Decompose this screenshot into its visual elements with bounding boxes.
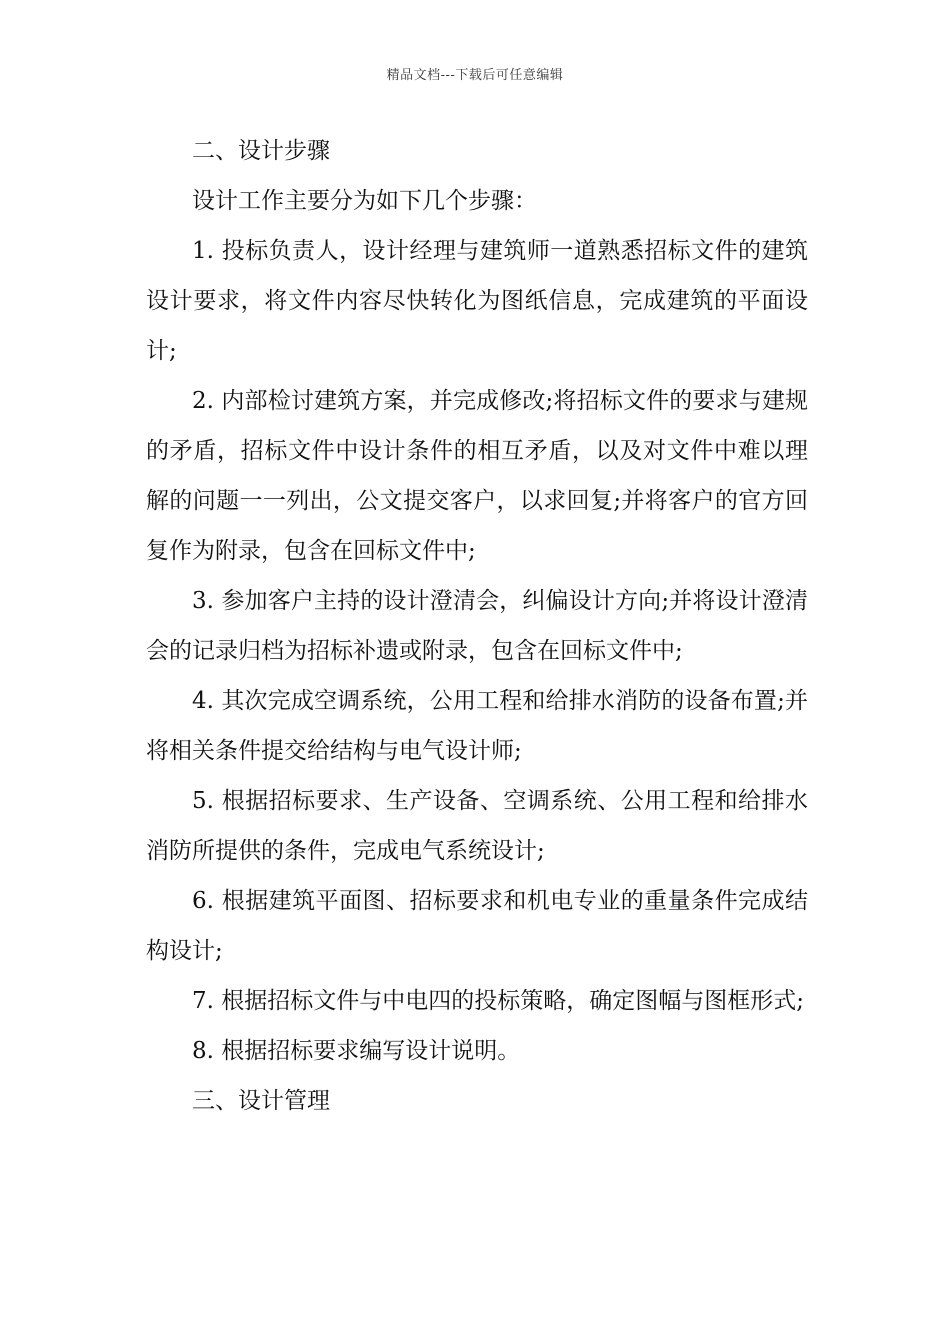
step-item: 4. 其次完成空调系统，公用工程和给排水消防的设备布置;并将相关条件提交给结构与电气设计师;	[146, 688, 808, 764]
step-item: 1. 投标负责人，设计经理与建筑师一道熟悉招标文件的建筑设计要求，将文件内容尽快转化为图纸信息，完成建筑的平面设计;	[146, 238, 808, 364]
step-item: 2. 内部检讨建筑方案，并完成修改;将招标文件的要求与建规的矛盾，招标文件中设计条件的相互矛盾，以及对文件中难以理解的问题一一列出，公文提交客户，以求回复;并将客户的官方回复作为附录，包含在回标文件中;	[146, 388, 808, 564]
step-item: 8. 根据招标要求编写设计说明。	[192, 1038, 521, 1064]
step-item: 5. 根据招标要求、生产设备、空调系统、公用工程和给排水消防所提供的条件，完成电气系统设计;	[146, 788, 808, 864]
document-body	[146, 126, 808, 1126]
step-item: 3. 参加客户主持的设计澄清会，纠偏设计方向;并将设计澄清会的记录归档为招标补遗或附录，包含在回标文件中;	[146, 588, 808, 664]
page-header: 精品文档---下载后可任意编辑	[386, 68, 564, 83]
section-heading: 二、设计步骤	[192, 138, 330, 164]
step-item: 6. 根据建筑平面图、招标要求和机电专业的重量条件完成结构设计;	[146, 888, 808, 964]
section-heading: 三、设计管理	[192, 1088, 330, 1114]
intro-paragraph: 设计工作主要分为如下几个步骤：	[192, 188, 537, 214]
step-item: 7. 根据招标文件与中电四的投标策略，确定图幅与图框形式;	[192, 988, 805, 1014]
